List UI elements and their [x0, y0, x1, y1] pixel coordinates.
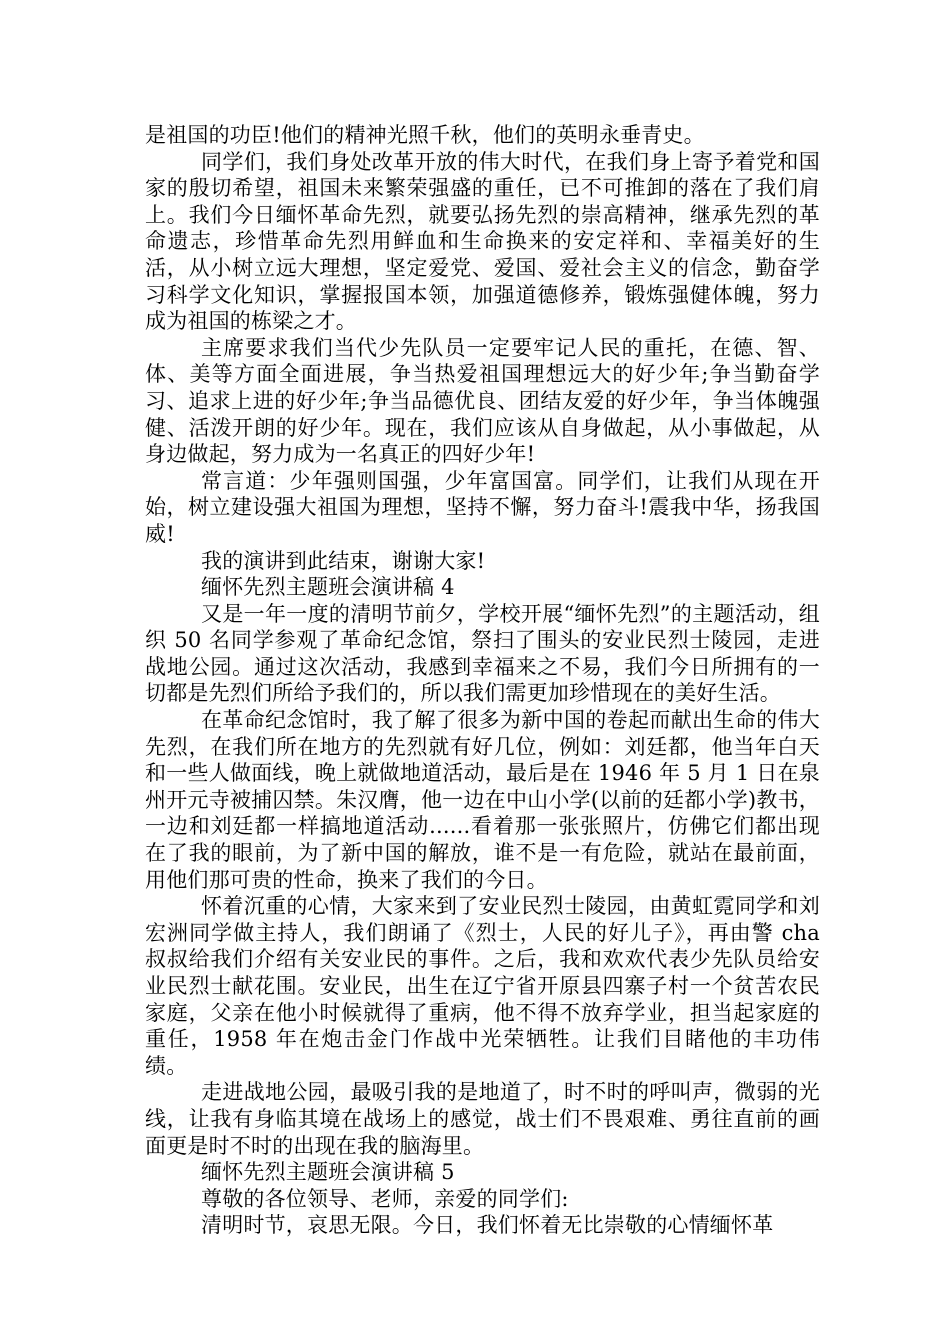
paragraph-2: 同学们，我们身处改革开放的伟大时代，在我们身上寄予着党和国家的殷切希望，祖国未来繁荣强盛的重任，已不可推卸的落在了我们肩上。我们今日缅怀革命先烈，就要弘扬先烈的崇高精神，继承先烈的革命遗志，珍惜革命先烈用鲜血和生命换来的安定祥和、幸福美好的生活，从小树立远大理想，坚定爱党、爱国、爱社会主义的信念，勤奋学习科学文化知识，掌握报国本领，加强道德修养，锻炼强健体魄，努力成为祖国的栋梁之才。 [145, 149, 820, 334]
section-heading-5: 缅怀先烈主题班会演讲稿 5 [201, 1160, 455, 1185]
paragraph-3: 主席要求我们当代少先队员一定要牢记人民的重托，在德、智、体、美等方面全面进展，争当热爱祖国理想远大的好少年;争当勤奋学习、追求上进的好少年;争当品德优良、团结友爱的好少年，争当体魄强健、活泼开朗的好少年。现在，我们应该从自身做起，从小事做起，从身边做起，努力成为一名真正的四好少年! [145, 335, 820, 467]
section-heading-4: 缅怀先烈主题班会演讲稿 4 [201, 575, 455, 600]
paragraph-5: 我的演讲到此结束，谢谢大家! [201, 548, 486, 573]
document-page [145, 122, 820, 1239]
salutation: 尊敬的各位领导、老师，亲爱的同学们: [201, 1186, 569, 1211]
paragraph-10: 走进战地公园，最吸引我的是地道了，时不时的呼叫声，微弱的光线，让我有身临其境在战场上的感觉，战士们不畏艰难、勇往直前的画面更是时不时的出现在我的脑海里。 [145, 1080, 820, 1158]
paragraph-1: 是祖国的功臣!他们的精神光照千秋，他们的英明永垂青史。 [145, 123, 705, 147]
paragraph-13: 清明时节，哀思无限。今日，我们怀着无比崇敬的心情缅怀革 [201, 1213, 774, 1238]
paragraph-4: 常言道：少年强则国强，少年富国富。同学们，让我们从现在开始，树立建设强大祖国为理想，坚持不懈，努力奋斗!震我中华，扬我国威! [145, 468, 820, 546]
paragraph-9: 怀着沉重的心情，大家来到了安业民烈士陵园，由黄虹霓同学和刘宏洲同学做主持人，我们朗诵了《烈士，人民的好儿子》，再由警 cha 叔叔给我们介绍有关安业民的事件。之后，我和欢欢代表少先队员给安业民烈士献花围。安业民，出生在辽宁省开原县四寨子村一个贫苦农民家庭，父亲在他小时候就得了重病，他不得不放弃学业，担当起家庭的重任，1958 年在炮击金门作战中光荣牺牲。让我们目睹他的丰功伟绩。 [145, 894, 820, 1078]
paragraph-8: 在革命纪念馆时，我了解了很多为新中国的卷起而献出生命的伟大先烈，在我们所在地方的先烈就有好几位，例如：刘廷都，他当年白天和一些人做面线，晚上就做地道活动，最后是在 1946 年 5 月 1 日在泉州开元寺被捕囚禁。朱汉膺，他一边在中山小学(以前的廷都小学)教书，一边和刘廷都一样搞地道活动......看着那一张张照片，仿佛它们都出现在了我的眼前，为了新中国的解放，谁不是一有危险，就站在最前面，用他们那可贵的性命，换来了我们的今日。 [145, 708, 820, 892]
paragraph-7: 又是一年一度的清明节前夕，学校开展“缅怀先烈”的主题活动，组织 50 名同学参观了革命纪念馆，祭扫了围头的安业民烈士陵园，走进战地公园。通过这次活动，我感到幸福来之不易，我们今日所拥有的一切都是先烈们所给予我们的，所以我们需更加珍惜现在的美好生活。 [145, 601, 820, 706]
